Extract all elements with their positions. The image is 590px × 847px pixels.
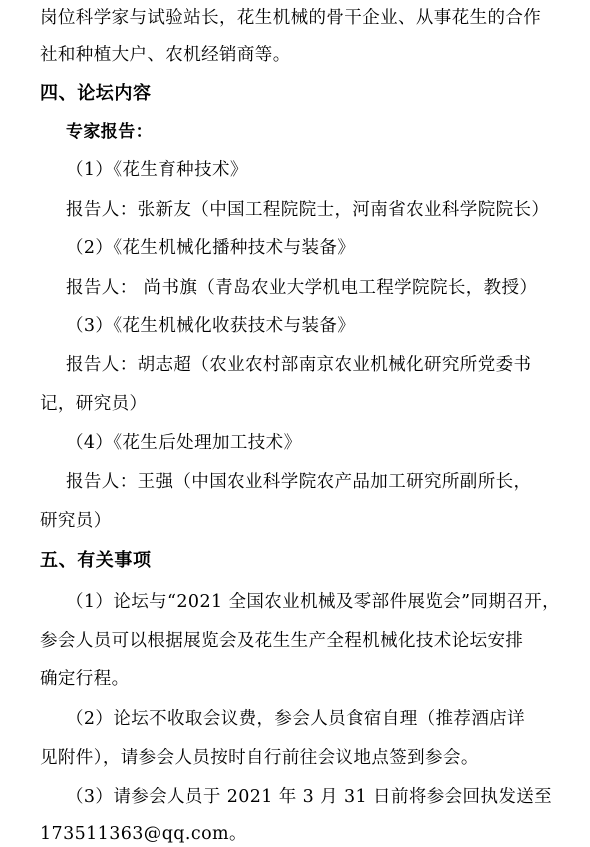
matter-item-2-line: （2）论坛不收取会议费，参会人员食宿自理（推荐酒店详 (66, 709, 526, 729)
report-speaker-4: 报告人：王强（中国农业科学院农产品加工研究所副所长， (66, 472, 532, 492)
intro-line: 岗位科学家与试验站长，花生机械的骨干企业、从事花生的合作 (40, 8, 542, 28)
matter-item-1-line: （1）论坛与“2021 全国农业机械及零部件展览会”同期召开， (66, 592, 561, 612)
matter-item-1-line: 确定行程。 (40, 669, 130, 689)
report-topic-4: （4）《花生后处理加工技术》 (66, 433, 302, 453)
matter-item-1-line: 参会人员可以根据展览会及花生生产全程机械化技术论坛安排 (40, 631, 524, 651)
report-speaker-3-cont: 记，研究员） (40, 394, 148, 414)
expert-report-subheading: 专家报告： (66, 122, 153, 142)
report-topic-2: （2）《花生机械化播种技术与装备》 (66, 238, 356, 258)
report-speaker-1: 报告人：张新友（中国工程院院士，河南省农业科学院院长） (66, 200, 550, 220)
matter-item-2-line: 见附件），请参会人员按时自行前往会议地点签到参会。 (40, 748, 479, 768)
report-topic-1: （1）《花生育种技术》 (66, 160, 248, 180)
report-topic-3: （3）《花生机械化收获技术与装备》 (66, 316, 356, 336)
section-heading-content: 四、论坛内容 (40, 83, 152, 104)
matter-item-3-line: （3）请参会人员于 2021 年 3 月 31 日前将参会回执发送至 (66, 787, 553, 807)
report-speaker-4-cont: 研究员） (40, 511, 112, 531)
report-speaker-3: 报告人：胡志超（农业农村部南京农业机械化研究所党委书 (66, 355, 532, 375)
report-speaker-2: 报告人： 尚书旗（青岛农业大学机电工程学院院长，教授） (66, 278, 538, 298)
intro-line: 社和种植大户、农机经销商等。 (40, 45, 291, 65)
section-heading-matters: 五、有关事项 (40, 550, 152, 571)
contact-email: 173511363@qq.com。 (40, 824, 247, 844)
